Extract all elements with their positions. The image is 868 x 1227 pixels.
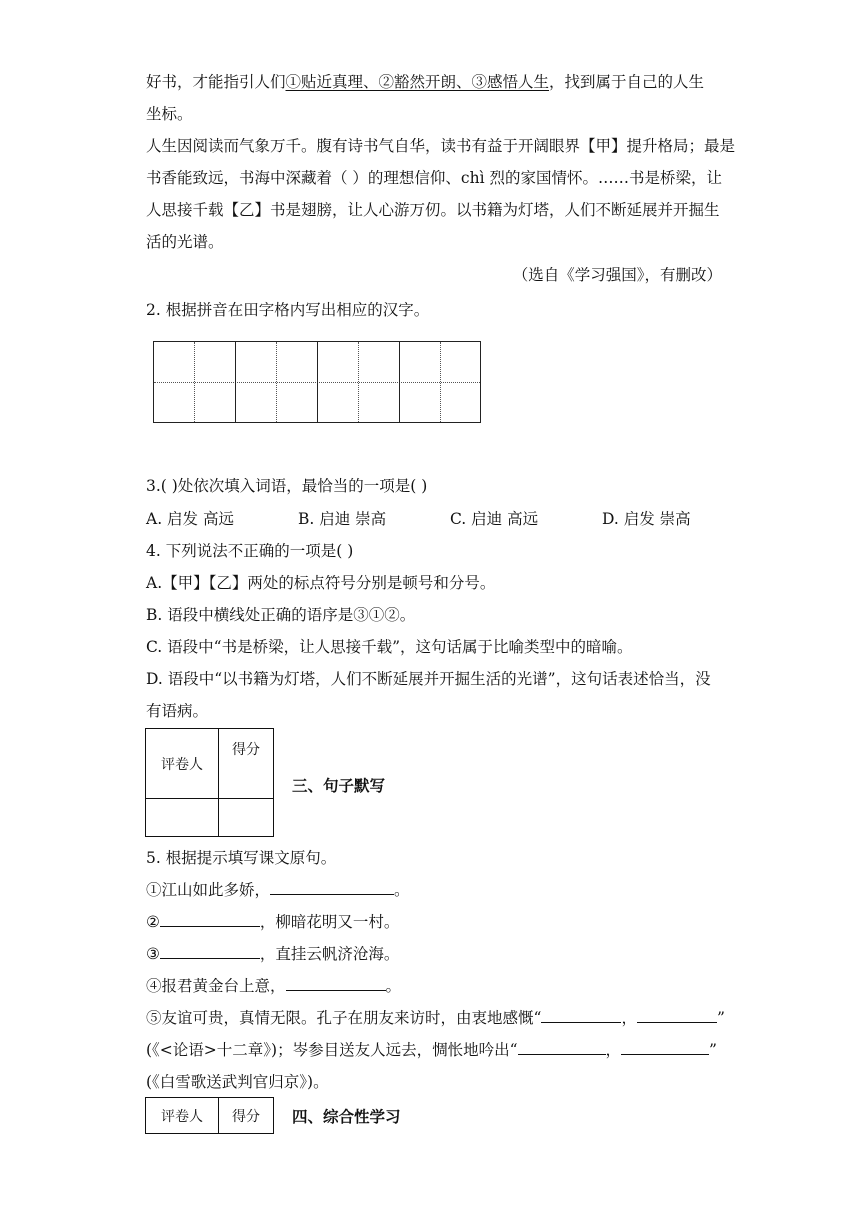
item-text: ⑤友谊可贵，真情无限。孔子在朋友来访时，由衷地感慨“ — [146, 1009, 542, 1027]
item-text: ， — [621, 1009, 637, 1027]
grid-cell-divider — [399, 342, 400, 422]
item-text: (《<论语>十二章》)；岑参目送友人远去，惆怅地吟出“ — [146, 1041, 518, 1059]
question-5-item-5 — [146, 1008, 725, 1028]
answer-blank[interactable] — [160, 912, 260, 927]
question-5-item-5-cont — [146, 1040, 717, 1060]
grader-label: 评卷人 — [146, 729, 219, 799]
grid-cell-divider — [235, 342, 236, 422]
option-c[interactable]: C. 启迪 高远 — [450, 510, 539, 528]
passage-text: 好书，才能指引人们 — [146, 73, 286, 91]
grid-midline — [194, 342, 195, 422]
passage-line-3: 人生因阅读而气象万千。腹有诗书气自华，读书有益于开阔眼界【甲】提升格局；最是 — [146, 137, 736, 155]
score-box — [145, 1097, 274, 1134]
question-3: 3.( )处依次填入词语，最恰当的一项是( ) — [146, 477, 428, 495]
item-text: 。 — [385, 977, 402, 995]
grid-midline — [440, 342, 441, 422]
question-5: 5. 根据提示填写课文原句。 — [146, 849, 337, 867]
item-text: ④报君黄金台上意， — [146, 977, 286, 995]
question-3-options — [146, 509, 691, 529]
item-text: ，直挂云帆济沧海。 — [259, 945, 400, 963]
passage-line-5: 人思接千载【乙】书是翅膀，让人心游万仞。以书籍为灯塔，人们不断延展并开掘生 — [146, 201, 720, 219]
score-label: 得分 — [219, 729, 274, 799]
answer-blank[interactable] — [160, 944, 260, 959]
question-4-option-c[interactable]: C. 语段中“书是桥梁，让人思接千载”，这句话属于比喻类型中的暗喻。 — [146, 638, 633, 656]
question-4: 4. 下列说法不正确的一项是( ) — [146, 542, 354, 560]
underlined-phrases: ①贴近真理、②豁然开朗、③感悟人生 — [285, 73, 550, 91]
passage-source: （选自《学习强国》，有删改） — [512, 266, 722, 284]
tianzige-grid[interactable] — [153, 341, 481, 423]
item-text: ” — [716, 1009, 725, 1027]
question-5-item-5-source: (《白雪歌送武判官归京》)。 — [146, 1073, 329, 1091]
passage-line-2: 坐标。 — [146, 105, 193, 123]
question-4-option-b[interactable]: B. 语段中横线处正确的语序是③①②。 — [146, 606, 416, 624]
grader-field[interactable] — [146, 799, 219, 837]
question-4-option-d-cont: 有语病。 — [146, 702, 209, 720]
grid-midline — [276, 342, 277, 422]
option-b[interactable]: B. 启迪 崇高 — [298, 510, 387, 528]
passage-line-1 — [146, 72, 704, 92]
answer-blank[interactable] — [270, 880, 394, 895]
question-4-option-a[interactable]: A.【甲】【乙】两处的标点符号分别是顿号和分号。 — [146, 574, 496, 592]
answer-blank[interactable] — [286, 976, 386, 991]
question-5-item-4 — [146, 976, 401, 996]
answer-blank[interactable] — [637, 1008, 717, 1023]
item-text: ” — [709, 1041, 717, 1059]
question-4-option-d[interactable]: D. 语段中“以书籍为灯塔，人们不断延展并开掘生活的光谱”，这句话表述恰当，没 — [146, 670, 711, 688]
question-5-item-3 — [146, 944, 399, 964]
answer-blank[interactable] — [541, 1008, 621, 1023]
grid-cell-divider — [317, 342, 318, 422]
score-box — [145, 728, 274, 837]
item-text: ， — [605, 1041, 622, 1059]
item-text: 。 — [394, 881, 410, 899]
score-field[interactable] — [219, 799, 274, 837]
grid-midline — [358, 342, 359, 422]
answer-blank[interactable] — [518, 1040, 606, 1055]
item-text: ①江山如此多娇， — [146, 881, 271, 899]
passage-line-6: 活的光谱。 — [146, 233, 224, 251]
answer-blank[interactable] — [621, 1040, 709, 1055]
option-d[interactable]: D. 启发 崇高 — [602, 510, 691, 528]
item-text: ③ — [146, 945, 160, 963]
item-text: ② — [146, 913, 160, 931]
section-3-heading: 三、句子默写 — [292, 777, 386, 795]
passage-text: ，找到属于自己的人生 — [549, 73, 705, 91]
question-2: 2. 根据拼音在田字格内写出相应的汉字。 — [146, 301, 430, 319]
question-5-item-1 — [146, 880, 410, 900]
item-text: ，柳暗花明又一村。 — [259, 913, 400, 931]
grader-label: 评卷人 — [146, 1098, 219, 1134]
option-a[interactable]: A. 启发 高远 — [146, 510, 234, 528]
score-label: 得分 — [219, 1098, 274, 1134]
question-5-item-2 — [146, 912, 399, 932]
section-4-heading: 四、综合性学习 — [292, 1108, 401, 1126]
passage-line-4: 书香能致远，书海中深藏着（ ）的理想信仰、chì 烈的家国情怀。……书是桥梁，让 — [146, 169, 722, 187]
